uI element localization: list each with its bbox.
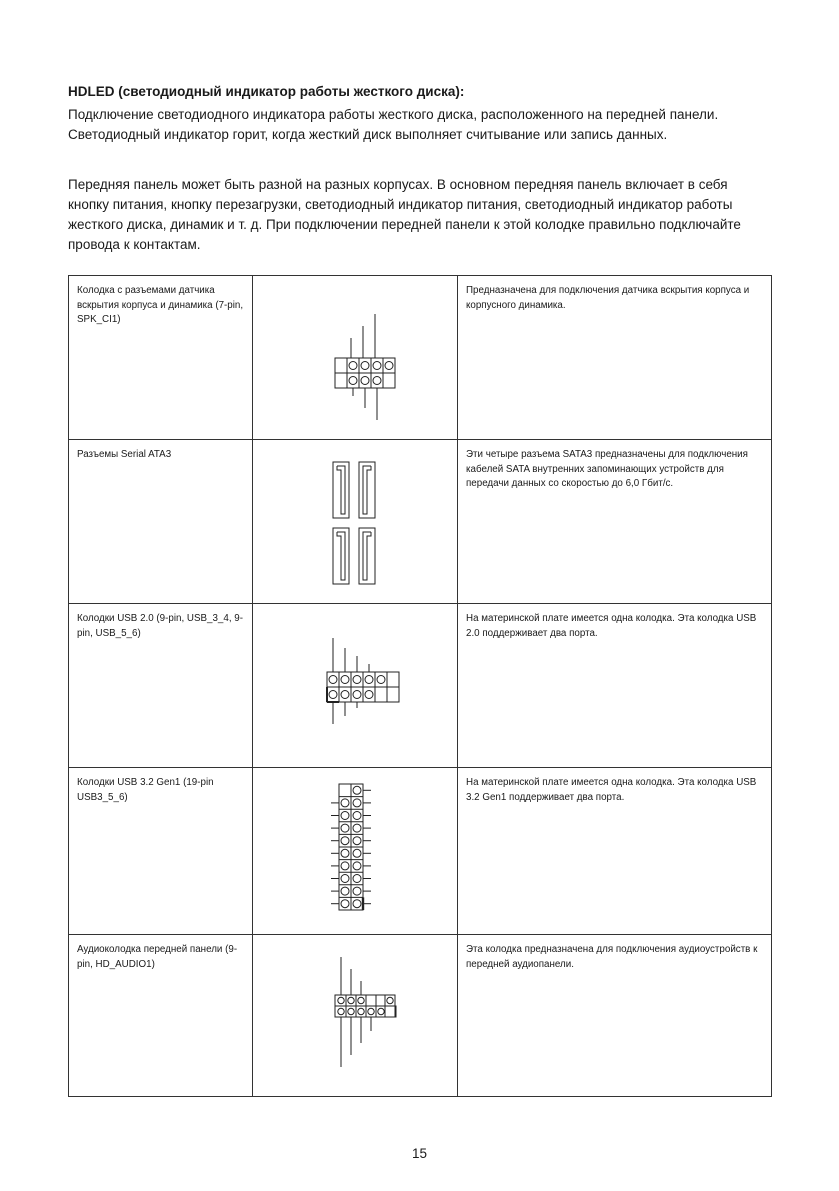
connector-table [68,275,772,1097]
connector-description: Эти четыре разъема SATA3 предназначены для подключения кабелей SATA внутренних запоминающих устройств для передачи данных со скоростью до 6,0 Гбит/с. [458,440,772,604]
table-row [69,768,772,935]
connector-diagram-cell [253,276,458,440]
front-panel-paragraph: Передняя панель может быть разной на разных корпусах. В основном передняя панель включает в себя кнопку питания, кнопку перезагрузки, светодиодный индикатор питания, светодиодный индикатор работы жесткого диска, динамик и т. д. При подключении передней панели к этой колодке правильно подключайте провода к контактам. [68,177,741,252]
usb3-header-diagram [295,776,415,926]
connector-diagram-cell [253,935,458,1097]
connector-name: Колодки USB 3.2 Gen1 (19-pin USB3_5_6) [69,768,253,935]
connector-name: Колодки USB 2.0 (9-pin, USB_3_4, 9-pin, USB_5_6) [69,604,253,768]
table-row [69,276,772,440]
hd-audio-header-diagram [295,943,415,1083]
table-row [69,935,772,1097]
page-number: 15 [411,1146,428,1161]
table-row [69,440,772,604]
connector-description: Предназначена для подключения датчика вскрытия корпуса и корпусного динамика. [458,276,772,440]
spk-ci-header-diagram [295,284,415,424]
intro-paragraph: Подключение светодиодного индикатора работы жесткого диска, расположенного на передней панели. Светодиодный индикатор горит, когда жесткий диск выполняет считывание или запись данных. [68,107,719,142]
connector-description: На материнской плате имеется одна колодка. Эта колодка USB 3.2 Gen1 поддерживает два порта. [458,768,772,935]
connector-description: На материнской плате имеется одна колодка. Эта колодка USB 2.0 поддерживает два порта. [458,604,772,768]
connector-diagram-cell [253,604,458,768]
connector-diagram-cell [253,440,458,604]
section-title: HDLED (светодиодный индикатор работы жесткого диска): [68,84,465,99]
sata-connectors-diagram [295,448,415,588]
connector-description: Эта колодка предназначена для подключения аудиоустройств к передней аудиопанели. [458,935,772,1097]
connector-name: Колодка с разъемами датчика вскрытия корпуса и динамика (7-pin, SPK_CI1) [69,276,253,440]
table-row [69,604,772,768]
usb2-header-diagram [295,612,415,752]
connector-diagram-cell [253,768,458,935]
connector-name: Разъемы Serial ATA3 [69,440,253,604]
connector-name: Аудиоколодка передней панели (9-pin, HD_AUDIO1) [69,935,253,1097]
